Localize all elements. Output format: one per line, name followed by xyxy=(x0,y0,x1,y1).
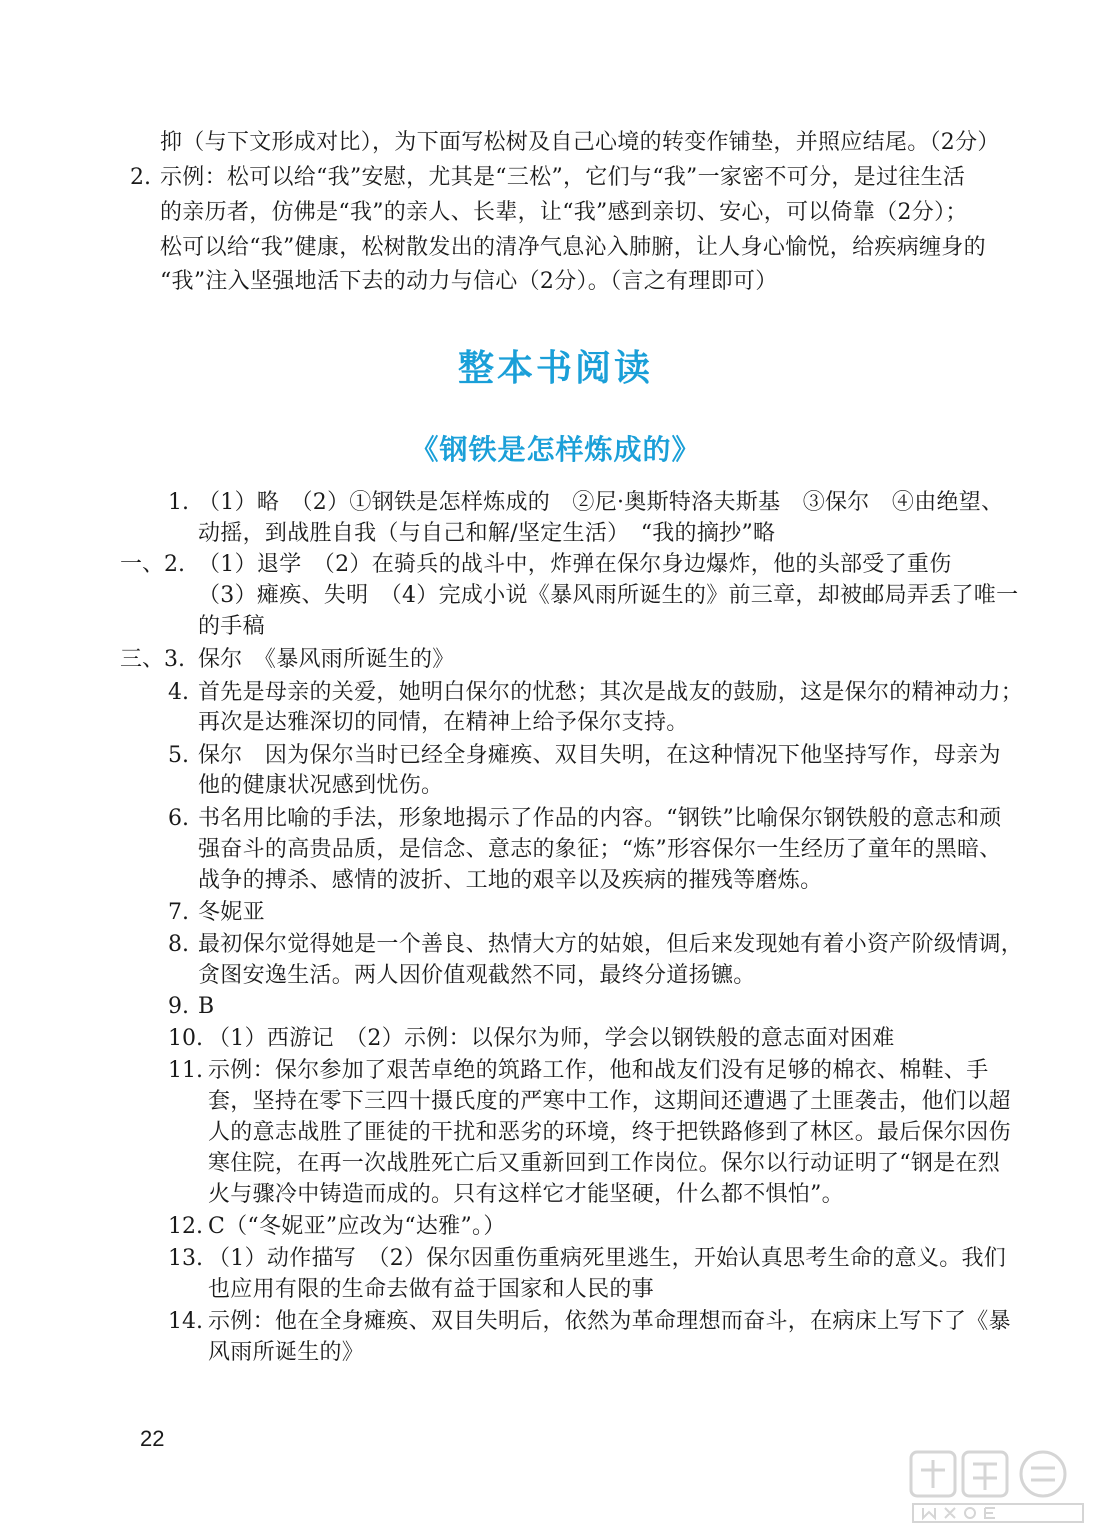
item-number: 12. xyxy=(168,1214,203,1239)
item-number: 2. xyxy=(130,165,151,190)
item-text-line: （1）退学 （2）在骑兵的战斗中，炸弹在保尔身边爆炸，他的头部受了重伤 xyxy=(198,552,952,577)
item-number: 5. xyxy=(168,743,189,768)
page-number: 22 xyxy=(140,1426,165,1451)
item-text-line: 也应用有限的生命去做有益于国家和人民的事 xyxy=(208,1277,655,1302)
item-text-line: C（“冬妮亚”应改为“达雅”。） xyxy=(208,1214,506,1239)
item-text-line: 火与骤冷中铸造而成的。只有这样它才能坚硬，什么都不惧怕”。 xyxy=(208,1182,844,1207)
item-text-line: 松可以给“我”健康，松树散发出的清净气息沁入肺腑，让人身心愉悦，给疾病缠身的 xyxy=(160,235,986,260)
item-text-line: 冬妮亚 xyxy=(198,900,265,925)
item-text-line: 他的健康状况感到忧伤。 xyxy=(198,773,444,798)
item-text-line: 的亲历者，仿佛是“我”的亲人、长辈，让“我”感到亲切、安心，可以倚靠（2分）； xyxy=(160,200,968,225)
item-text-line: “我”注入坚强地活下去的动力与信心（2分）。（言之有理即可） xyxy=(160,269,778,294)
book-title: 《钢铁是怎样炼成的》 xyxy=(410,433,701,466)
section-title: 整本书阅读 xyxy=(457,348,653,389)
item-text-line: 动摇，到战胜自我（与自己和解/坚定生活） “我的摘抄”略 xyxy=(198,521,776,546)
item-text-line: 套，坚持在零下三四十摄氏度的严寒中工作，这期间还遭遇了土匪袭击，他们以超 xyxy=(208,1089,1011,1114)
item-text-line: 示例：松可以给“我”安慰，尤其是“三松”，它们与“我”一家密不可分，是过往生活 xyxy=(160,165,966,190)
item-text-line: 书名用比喻的手法，形象地揭示了作品的内容。“钢铁”比喻保尔钢铁般的意志和顽 xyxy=(198,806,1002,831)
item-number: 8. xyxy=(168,932,189,957)
item-text-line: （3）瘫痪、失明 （4）完成小说《暴风雨所诞生的》前三章，却被邮局弄丢了唯一 xyxy=(198,583,1019,608)
item-text-line: 人的意志战胜了匪徒的干扰和恶劣的环境，终于把铁路修到了林区。最后保尔因伤 xyxy=(208,1120,1011,1145)
item-number: 一、2. xyxy=(120,552,185,577)
continuation-line: 抑（与下文形成对比），为下面写松树及自己心境的转变作铺垫，并照应结尾。（2分） xyxy=(160,130,1000,155)
item-text-line: （1）动作描写 （2）保尔因重伤重病死里逃生，开始认真思考生命的意义。我们 xyxy=(208,1246,1007,1271)
watermark-icon xyxy=(903,1448,1093,1528)
item-number: 9. xyxy=(168,994,189,1019)
item-text-line: 风雨所诞生的》 xyxy=(208,1340,365,1365)
item-number: 10. xyxy=(168,1026,203,1051)
item-number: 14. xyxy=(168,1309,203,1334)
item-number: 1. xyxy=(168,490,189,515)
item-text-line: 示例：保尔参加了艰苦卓绝的筑路工作，他和战友们没有足够的棉衣、棉鞋、手 xyxy=(208,1058,989,1083)
watermark-logo xyxy=(903,1448,1093,1528)
item-number: 4. xyxy=(168,680,189,705)
item-text-line: B xyxy=(198,994,215,1019)
item-text-line: 保尔 《暴风雨所诞生的》 xyxy=(198,647,455,672)
item-text-line: 寒住院，在再一次战胜死亡后又重新回到工作岗位。保尔以行动证明了“钢是在烈 xyxy=(208,1151,1001,1176)
item-text-line: 的手稿 xyxy=(198,614,265,639)
item-text-line: 最初保尔觉得她是一个善良、热情大方的姑娘，但后来发现她有着小资产阶级情调， xyxy=(198,932,1024,957)
item-number: 13. xyxy=(168,1246,203,1271)
item-text-line: 示例：他在全身瘫痪、双目失明后，依然为革命理想而奋斗，在病床上写下了《暴 xyxy=(208,1309,1011,1334)
item-number: 11. xyxy=(168,1058,203,1083)
item-text-line: 保尔 因为保尔当时已经全身瘫痪、双目失明，在这种情况下他坚持写作，母亲为 xyxy=(198,743,1001,768)
item-text-line: 再次是达雅深切的同情，在精神上给予保尔支持。 xyxy=(198,710,689,735)
item-text-line: 强奋斗的高贵品质，是信念、意志的象征；“炼”形容保尔一生经历了童年的黑暗、 xyxy=(198,837,1002,862)
item-text-line: （1）西游记 （2）示例：以保尔为师，学会以钢铁般的意志面对困难 xyxy=(208,1026,895,1051)
item-text-line: 贪图安逸生活。两人因价值观截然不同，最终分道扬镳。 xyxy=(198,963,756,988)
item-text-line: （1）略 （2）①钢铁是怎样炼成的 ②尼·奥斯特洛夫斯基 ③保尔 ④由绝望、 xyxy=(198,490,1004,515)
item-text-line: 首先是母亲的关爱，她明白保尔的忧愁；其次是战友的鼓励，这是保尔的精神动力； xyxy=(198,680,1024,705)
item-number: 6. xyxy=(168,806,189,831)
item-number: 7. xyxy=(168,900,189,925)
item-number: 三、3. xyxy=(120,647,185,672)
item-text-line: 战争的搏杀、感情的波折、工地的艰辛以及疾病的摧残等磨炼。 xyxy=(198,868,823,893)
